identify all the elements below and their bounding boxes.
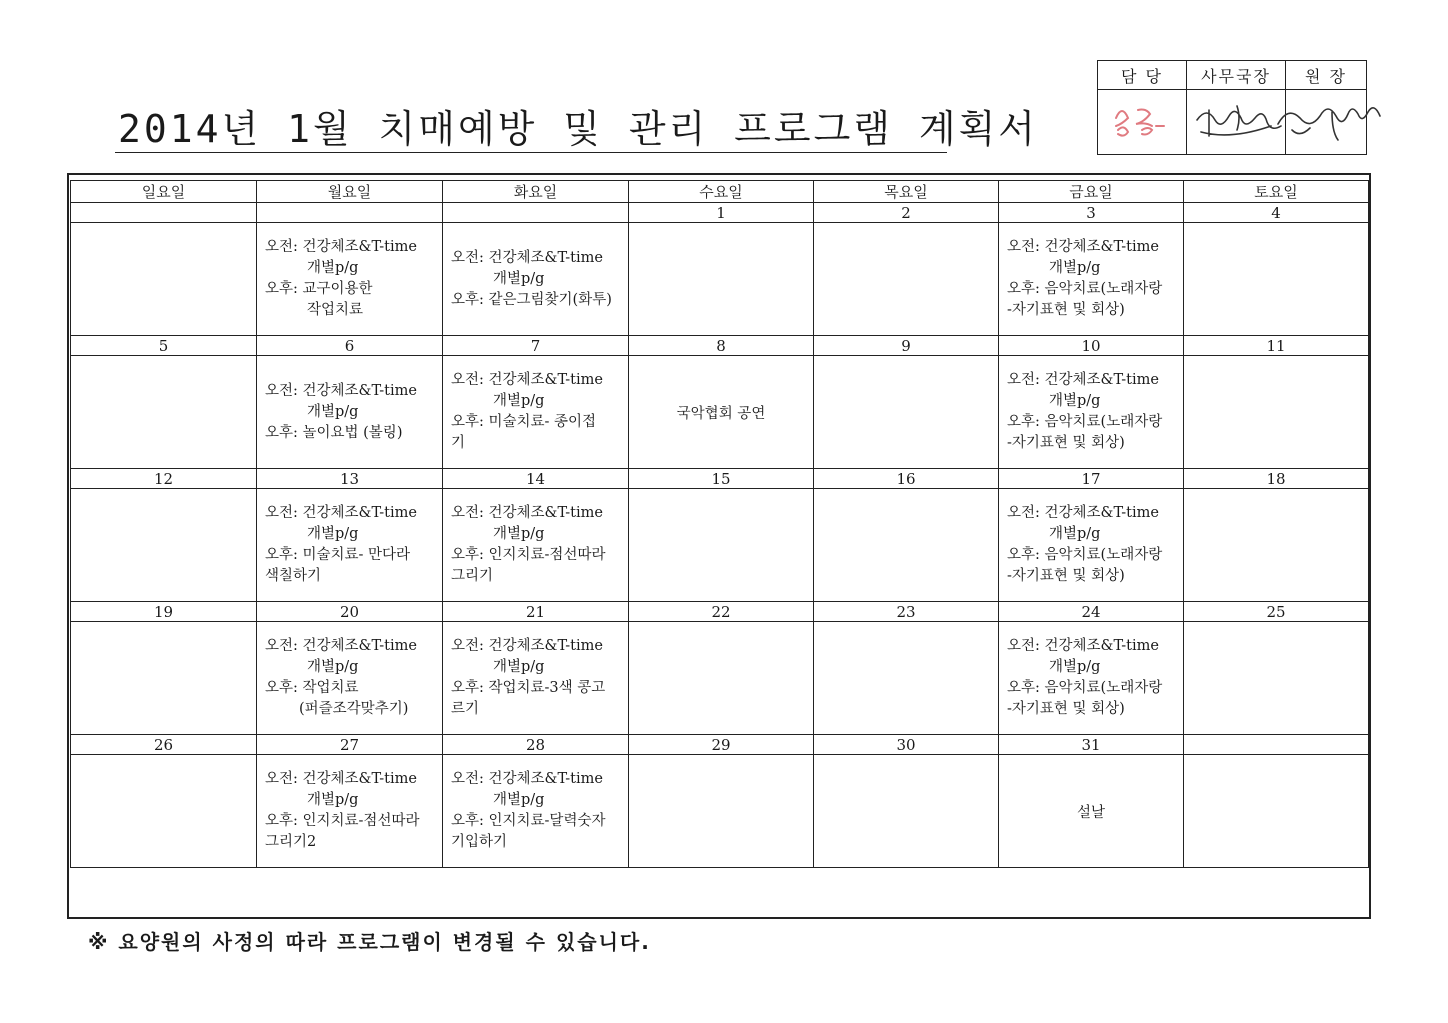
activity-text	[257, 237, 442, 321]
activity-line: -자기표현 및 회상)	[1007, 435, 1125, 451]
day-cell	[814, 755, 999, 868]
signature-director-mark	[1286, 90, 1366, 150]
activity-line: 개별p/g	[493, 792, 545, 808]
date-number: 15	[629, 469, 814, 489]
activity-line: 오후: 음악치료(노래자랑	[1007, 414, 1163, 430]
weekday-thu: 목요일	[814, 181, 999, 203]
activity-line: 오후: 음악치료(노래자랑	[1007, 547, 1163, 563]
date-number: 21	[443, 602, 629, 622]
activity-line: 오전: 건강체조&T-time	[265, 382, 417, 399]
approval-header-secretary: 사무국장	[1187, 61, 1286, 90]
date-number: 16	[814, 469, 999, 489]
activity-row	[71, 223, 1369, 336]
activity-line: 개별p/g	[493, 270, 545, 287]
activity-line: 개별p/g	[307, 403, 359, 420]
date-number: 29	[629, 735, 814, 755]
activity-line: 오후: 교구이용한	[265, 281, 373, 297]
activity-line: 오전: 건강체조&T-time	[1007, 239, 1159, 255]
activity-line: 오전: 건강체조&T-time	[451, 638, 603, 654]
activity-line: 오후: 같은그림찾기(화투)	[451, 291, 612, 308]
activity-text	[443, 370, 628, 454]
weekday-header-row	[71, 181, 1369, 203]
activity-line: 오후: 인지치료-달력숫자	[451, 813, 606, 829]
activity-line: 그리기2	[265, 834, 317, 850]
date-row	[71, 336, 1369, 356]
day-cell	[999, 223, 1184, 336]
date-number: 2	[814, 203, 999, 223]
activity-line: 개별p/g	[1049, 659, 1101, 675]
day-cell	[443, 223, 629, 336]
activity-line: 개별p/g	[1049, 260, 1101, 276]
activity-line: 개별p/g	[1049, 393, 1101, 409]
activity-row	[71, 755, 1369, 868]
date-number: 28	[443, 735, 629, 755]
date-row	[71, 602, 1369, 622]
activity-text	[443, 769, 628, 853]
activity-line: 개별p/g	[307, 659, 359, 675]
approval-header-staff: 담 당	[1098, 61, 1187, 90]
weekday-fri: 금요일	[999, 181, 1184, 203]
date-number: 17	[999, 469, 1184, 489]
activity-line: (퍼즐조각맞추기)	[299, 701, 409, 717]
signature-staff-mark	[1098, 90, 1186, 150]
calendar-table	[70, 180, 1369, 868]
activity-line: 오전: 건강체조&T-time	[451, 249, 603, 266]
day-cell	[71, 223, 257, 336]
activity-text	[999, 503, 1183, 587]
date-number: 27	[257, 735, 443, 755]
day-cell	[814, 622, 999, 735]
activity-text	[999, 237, 1183, 321]
activity-text	[257, 503, 442, 587]
activity-line: 작업치료	[307, 302, 364, 318]
activity-line: 개별p/g	[307, 792, 359, 808]
date-number: 5	[71, 336, 257, 356]
day-cell	[629, 489, 814, 602]
day-cell	[1184, 356, 1369, 469]
signature-secretary-mark	[1187, 90, 1285, 150]
day-cell	[257, 622, 443, 735]
activity-line: 오후: 미술치료- 만다라	[265, 547, 411, 563]
date-number: 30	[814, 735, 999, 755]
activity-line: 개별p/g	[307, 526, 359, 542]
day-cell	[443, 356, 629, 469]
approval-header-director: 원 장	[1286, 61, 1367, 90]
day-cell	[443, 755, 629, 868]
activity-line: 오후: 미술치료- 종이접	[451, 414, 597, 430]
weekday-sat: 토요일	[1184, 181, 1369, 203]
activity-line: 오전: 건강체조&T-time	[1007, 372, 1159, 388]
approval-box	[1097, 60, 1367, 155]
day-cell	[443, 622, 629, 735]
activity-line: 오후: 인지치료-점선따라	[451, 547, 606, 563]
activity-line: 오전: 건강체조&T-time	[265, 239, 417, 255]
day-cell	[629, 755, 814, 868]
day-cell	[257, 356, 443, 469]
day-cell	[999, 356, 1184, 469]
date-number	[1184, 735, 1369, 755]
day-cell	[1184, 489, 1369, 602]
activity-line: 오후: 인지치료-점선따라	[265, 813, 420, 829]
day-cell	[257, 489, 443, 602]
day-cell	[629, 223, 814, 336]
activity-text	[257, 381, 442, 444]
date-row	[71, 203, 1369, 223]
day-cell	[443, 489, 629, 602]
weekday-tue: 화요일	[443, 181, 629, 203]
activity-line: 개별p/g	[307, 260, 359, 276]
activity-text	[443, 636, 628, 720]
day-cell	[1184, 755, 1369, 868]
activity-line: 오후: 놀이요법 (볼링)	[265, 424, 403, 441]
activity-row	[71, 489, 1369, 602]
activity-line: 개별p/g	[493, 659, 545, 675]
activity-line: 오전: 건강체조&T-time	[265, 505, 417, 521]
footnote: ※ 요양원의 사정의 따라 프로그램이 변경될 수 있습니다.	[88, 930, 651, 954]
weekday-wed: 수요일	[629, 181, 814, 203]
activity-line: 오후: 작업치료-3색 콩고	[451, 680, 606, 696]
date-number: 4	[1184, 203, 1369, 223]
date-number: 14	[443, 469, 629, 489]
date-number: 13	[257, 469, 443, 489]
activity-row	[71, 622, 1369, 735]
activity-line: 개별p/g	[493, 526, 545, 542]
date-number: 26	[71, 735, 257, 755]
activity-text	[999, 370, 1183, 454]
weekday-mon: 월요일	[257, 181, 443, 203]
date-number	[257, 203, 443, 223]
activity-line: 오전: 건강체조&T-time	[265, 771, 417, 787]
activity-line: 설날	[1076, 804, 1105, 821]
signature-secretary	[1187, 90, 1286, 155]
activity-line: -자기표현 및 회상)	[1007, 302, 1125, 318]
date-number: 3	[999, 203, 1184, 223]
activity-line: 그리기	[451, 568, 494, 584]
activity-line: 오전: 건강체조&T-time	[451, 771, 603, 787]
activity-text	[257, 636, 442, 720]
day-cell	[257, 223, 443, 336]
date-number: 25	[1184, 602, 1369, 622]
day-cell	[71, 622, 257, 735]
date-number: 12	[71, 469, 257, 489]
activity-line: 오후: 음악치료(노래자랑	[1007, 281, 1163, 297]
signature-director	[1286, 90, 1367, 155]
date-row	[71, 469, 1369, 489]
activity-line: -자기표현 및 회상)	[1007, 568, 1125, 584]
date-number: 23	[814, 602, 999, 622]
day-cell	[1184, 622, 1369, 735]
activity-text	[443, 503, 628, 587]
activity-line: 오전: 건강체조&T-time	[451, 505, 603, 521]
date-number: 22	[629, 602, 814, 622]
activity-text	[629, 402, 813, 423]
date-number: 7	[443, 336, 629, 356]
activity-line: 기	[451, 435, 466, 451]
date-number: 9	[814, 336, 999, 356]
date-number: 6	[257, 336, 443, 356]
title-underline	[115, 152, 947, 153]
activity-line: 오전: 건강체조&T-time	[265, 638, 417, 654]
day-cell	[629, 356, 814, 469]
day-cell	[629, 622, 814, 735]
weekday-sun: 일요일	[71, 181, 257, 203]
date-number: 8	[629, 336, 814, 356]
activity-line: 오전: 건강체조&T-time	[1007, 638, 1159, 654]
activity-line: 오후: 작업치료	[265, 680, 359, 696]
activity-text	[257, 769, 442, 853]
activity-line: 오전: 건강체조&T-time	[451, 372, 603, 388]
activity-row	[71, 356, 1369, 469]
day-cell	[814, 223, 999, 336]
date-number: 24	[999, 602, 1184, 622]
day-cell	[814, 489, 999, 602]
day-cell	[257, 755, 443, 868]
activity-line: 국악협회 공연	[676, 405, 766, 422]
activity-line: 개별p/g	[1049, 526, 1101, 542]
signature-staff	[1098, 90, 1187, 155]
activity-line: 기입하기	[451, 834, 508, 850]
date-number: 10	[999, 336, 1184, 356]
page-title: 2014년 1월 치매예방 및 관리 프로그램 계획서	[118, 107, 1038, 151]
activity-line: 오전: 건강체조&T-time	[1007, 505, 1159, 521]
day-cell	[999, 755, 1184, 868]
date-number: 18	[1184, 469, 1369, 489]
activity-line: 오후: 음악치료(노래자랑	[1007, 680, 1163, 696]
calendar-body	[71, 203, 1369, 868]
day-cell	[814, 356, 999, 469]
date-number: 31	[999, 735, 1184, 755]
date-number	[443, 203, 629, 223]
date-number	[71, 203, 257, 223]
activity-line: 르기	[451, 701, 480, 717]
activity-text	[999, 636, 1183, 720]
date-row	[71, 735, 1369, 755]
activity-line: 색칠하기	[265, 568, 322, 584]
day-cell	[71, 356, 257, 469]
day-cell	[1184, 223, 1369, 336]
activity-text	[999, 801, 1183, 822]
activity-line: 개별p/g	[493, 393, 545, 409]
day-cell	[999, 489, 1184, 602]
day-cell	[71, 489, 257, 602]
date-number: 20	[257, 602, 443, 622]
activity-text	[443, 248, 628, 311]
activity-line: -자기표현 및 회상)	[1007, 701, 1125, 717]
date-number: 19	[71, 602, 257, 622]
day-cell	[999, 622, 1184, 735]
date-number: 11	[1184, 336, 1369, 356]
date-number: 1	[629, 203, 814, 223]
day-cell	[71, 755, 257, 868]
